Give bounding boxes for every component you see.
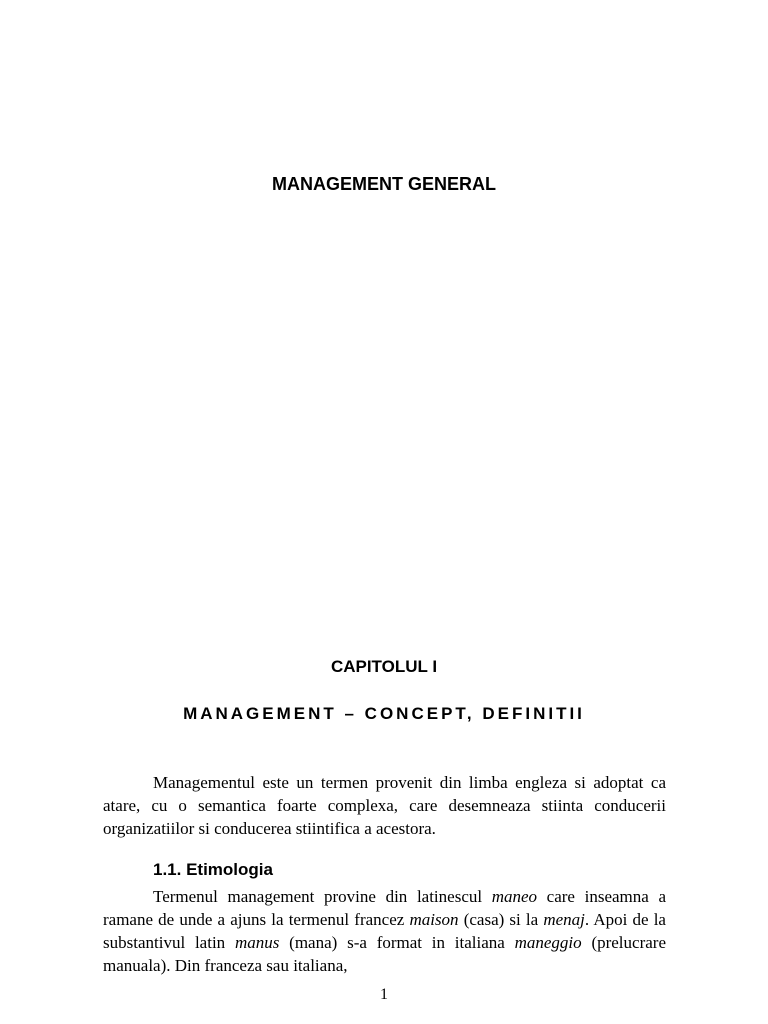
etymology-text-5: (mana) s-a format in italiana <box>279 933 515 952</box>
etymology-text-3: (casa) si la <box>458 910 544 929</box>
etymology-text-4: . Apoi de la substantivul latin <box>103 910 666 952</box>
etymology-term-manus: manus <box>234 933 280 952</box>
intro-paragraph-text: Managementul este un termen provenit din limba engleza si adoptat ca atare, cu o semantica foarte complexa, care desemneaza stiinta conducerii organizatiilor si conducerea stiintifica a acestora. <box>103 773 666 838</box>
etymology-term-maison: maison <box>409 910 459 929</box>
intro-paragraph <box>103 771 666 840</box>
etymology-term-menaj: menaj <box>543 910 585 929</box>
etymology-term-maneo: maneo <box>491 887 538 906</box>
page-number: 1 <box>380 986 388 1003</box>
chapter-label: CAPITOLUL I <box>330 657 438 676</box>
etymology-text-6: (prelucrare manuala). Din franceza sau italiana, <box>103 933 666 975</box>
chapter-title: MANAGEMENT – CONCEPT, DEFINITII <box>183 704 585 723</box>
etymology-paragraph <box>103 885 666 977</box>
etymology-term-maneggio: maneggio <box>514 933 582 952</box>
section-heading: 1.1. Etimologia <box>153 860 273 879</box>
etymology-text-1: Termenul management provine din latinescul <box>153 887 492 906</box>
etymology-text-2: care inseamna a ramane de unde a ajuns la termenul francez <box>103 887 666 929</box>
document-title: MANAGEMENT GENERAL <box>272 174 496 194</box>
